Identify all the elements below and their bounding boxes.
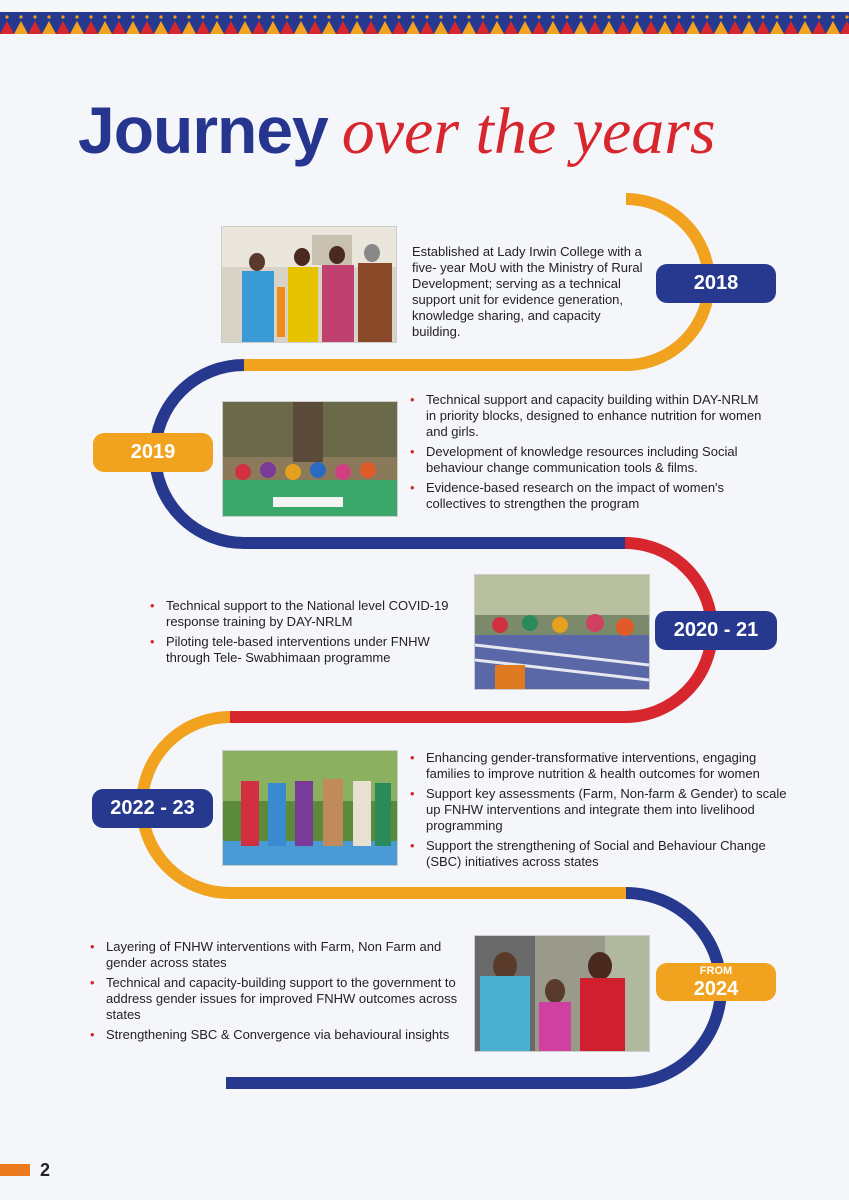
year-badge-2018 (656, 264, 776, 303)
bullets-2024 (88, 939, 460, 1047)
year-label: 2022 - 23 (110, 797, 195, 819)
bullet-item: • Support the strengthening of Social and Behaviour Change (SBC) initiatives across states (408, 838, 788, 870)
year-prefix: FROM (699, 964, 733, 977)
bullet-item: • Layering of FNHW interventions with Farm, Non Farm and gender across states (88, 939, 460, 971)
title-main: Journey (78, 93, 328, 167)
paragraph-2018: Established at Lady Irwin College with a five- year MoU with the Ministry of Rural Development; serving as a technical support unit for evidence generation, knowledge sharing, and capacity building. (412, 244, 643, 339)
page-number: 2 (40, 1160, 51, 1180)
inauguration-photo (221, 226, 397, 343)
bullet-item: • Enhancing gender-transformative interventions, engaging families to improve nutrition & health outcomes for women (408, 750, 788, 782)
women-group-photo (222, 401, 398, 517)
mother-daughter-photo (474, 935, 650, 1052)
year-label: 2024 (693, 977, 739, 1000)
bullet-item: • Technical support to the National level COVID-19 response training by DAY-NRLM (148, 598, 458, 630)
bullet-item: • Development of knowledge resources including Social behaviour change communication tools & films. (408, 444, 768, 476)
bullets-2020-21 (148, 598, 458, 670)
year-label: 2019 (130, 441, 176, 463)
standing-group-photo (222, 750, 398, 866)
bullets-2019 (408, 392, 768, 516)
year-label: 2020 - 21 (673, 619, 759, 641)
bullet-item: • Technical support and capacity building within DAY-NRLM in priority blocks, designed to enhance nutrition for women and girls. (408, 392, 768, 440)
bullets-2022-23 (408, 750, 788, 874)
bullet-item: • Strengthening SBC & Convergence via behavioural insights (88, 1027, 460, 1043)
community-meeting-photo (474, 574, 650, 690)
bullet-item: • Technical and capacity-building support to the government to address gender issues for improved FNHW outcomes across states (88, 975, 460, 1023)
bullet-item: • Support key assessments (Farm, Non-farm & Gender) to scale up FNHW interventions and integrate them into livelihood programming (408, 786, 788, 834)
page-number-bar (0, 1164, 30, 1176)
year-badge-2019 (93, 433, 213, 472)
year-badge-2022-23 (92, 789, 213, 828)
bullet-item: • Evidence-based research on the impact of women's collectives to strengthen the program (408, 480, 768, 512)
year-badge-2024 (656, 963, 776, 1001)
year-label: 2018 (693, 272, 739, 294)
title-accent: over the years (341, 95, 716, 168)
bullet-item: • Piloting tele-based interventions under FNHW through Tele- Swabhimaan programme (148, 634, 458, 666)
year-badge-2020-21 (655, 611, 777, 650)
